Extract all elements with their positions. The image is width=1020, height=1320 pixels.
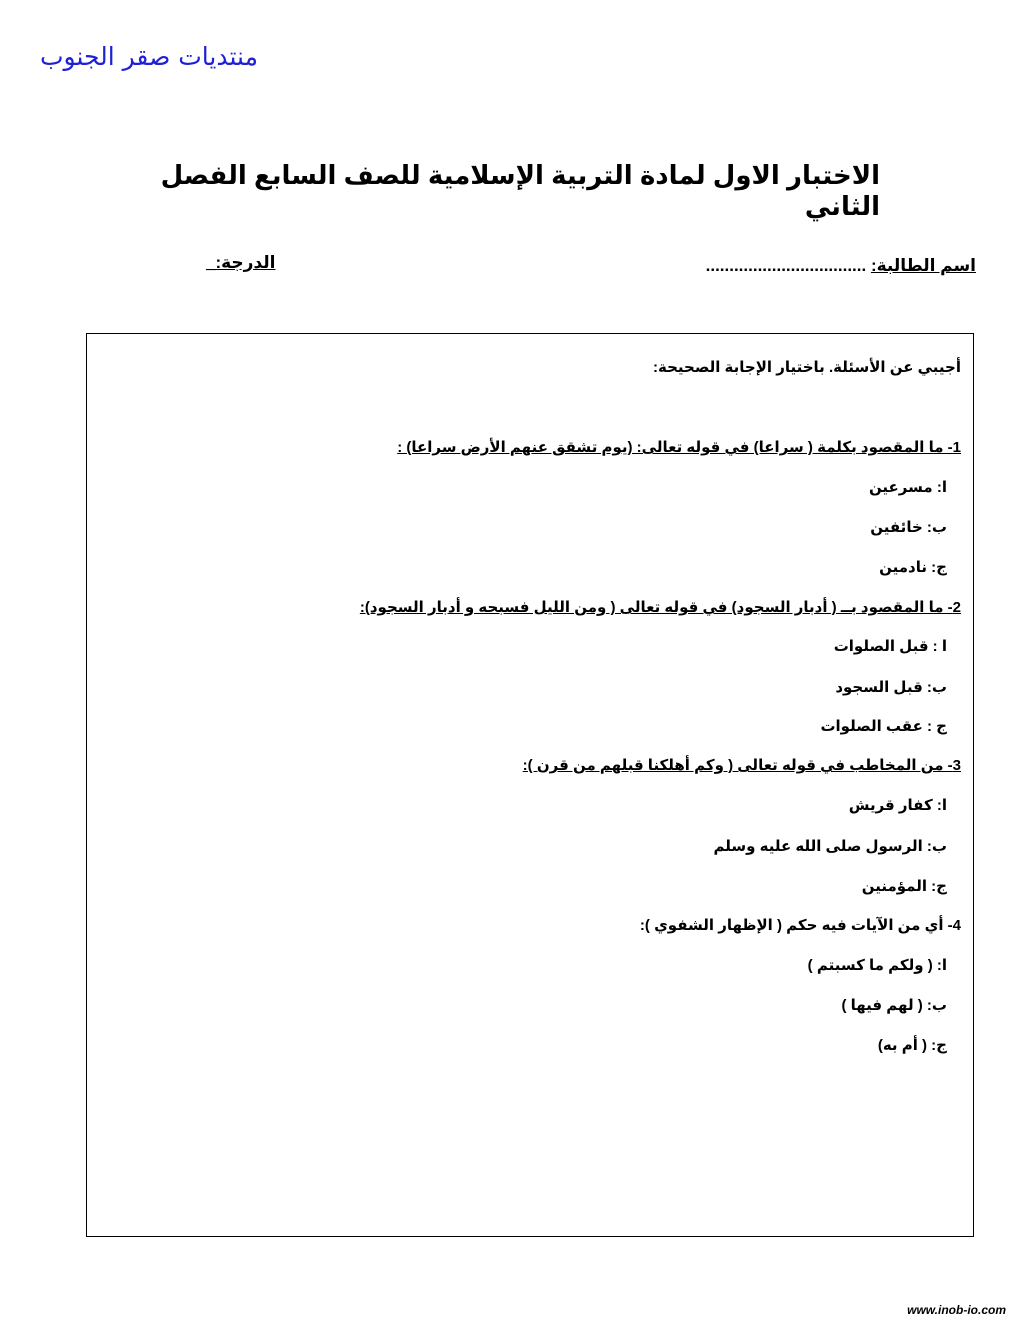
question-1-option-b: ب: خائفين bbox=[870, 519, 947, 536]
question-4: 4- أي من الآيات فيه حكم ( الإظهار الشفوي ): bbox=[639, 917, 961, 934]
question-1-option-c: ج: نادمين bbox=[879, 559, 947, 576]
page-title: الاختبار الاول لمادة التربية الإسلامية للصف السابع الفصل الثاني bbox=[160, 160, 880, 221]
question-3-option-a: ا: كفار قريش bbox=[848, 797, 947, 814]
student-name-label: اسم الطالبة: bbox=[870, 256, 976, 275]
question-3-option-c: ج: المؤمنين bbox=[861, 878, 947, 895]
question-2-option-a: ا : قبل الصلوات bbox=[833, 638, 947, 655]
question-2-option-b: ب: قبل السجود bbox=[835, 679, 947, 696]
instructions: أجيبي عن الأسئلة. باختيار الإجابة الصحيحة: bbox=[653, 359, 961, 376]
question-1-option-a: ا: مسرعين bbox=[868, 479, 947, 496]
question-1: 1- ما المقصود بكلمة ( سراعا) في قوله تعالى: (يوم تشقق عنهم الأرض سراعا) : bbox=[397, 439, 961, 456]
question-2: 2- ما المقصود بــ ( أدبار السجود) في قوله تعالى ( ومن الليل فسبحه و أدبار السجود): bbox=[359, 599, 961, 616]
question-3: 3- من المخاطب في قوله تعالى ( وكم أهلكنا قبلهم من قرن ): bbox=[522, 757, 961, 774]
questions-box bbox=[86, 333, 974, 1237]
footer-url: www.inob-io.com bbox=[907, 1303, 1006, 1317]
student-name-blank: .................................. bbox=[705, 256, 867, 275]
question-4-option-c: ج: ( أم به) bbox=[877, 1037, 947, 1054]
student-name-row bbox=[706, 256, 976, 276]
question-3-option-b: ب: الرسول صلى الله عليه وسلم bbox=[713, 838, 947, 855]
question-4-option-a: ا: ( ولكم ما كسبتم ) bbox=[807, 957, 947, 974]
grade-label: الدرجة:_ bbox=[206, 253, 276, 272]
question-4-option-b: ب: ( لهم فيها ) bbox=[841, 997, 947, 1014]
forum-watermark: منتديات صقر الجنوب bbox=[40, 42, 258, 71]
question-2-option-c: ج : عقب الصلوات bbox=[820, 718, 947, 735]
